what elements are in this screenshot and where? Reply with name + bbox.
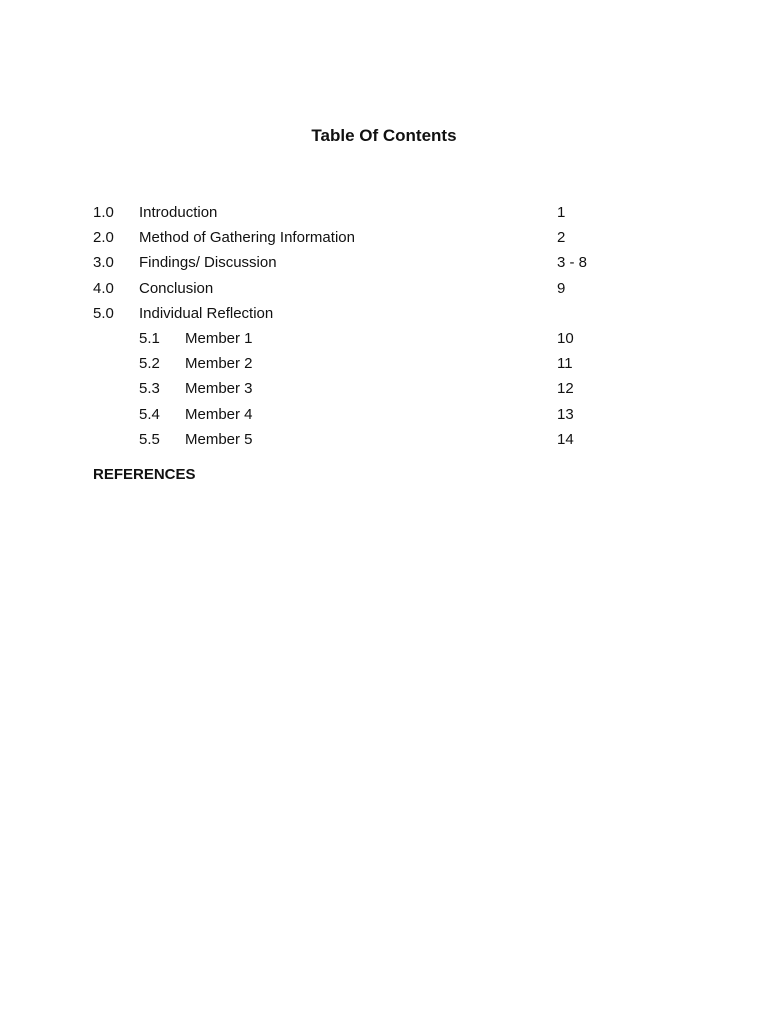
toc-entry-title: Findings/ Discussion	[139, 254, 277, 272]
toc-subentry-page: 13	[557, 405, 574, 423]
toc-entry-title: Introduction	[139, 204, 218, 221]
toc-entry-introduction	[93, 203, 633, 228]
toc-subentry-number: 5.2	[139, 355, 160, 373]
toc-subentry-title: Member 4	[185, 405, 253, 423]
toc-entry-number: 4.0	[93, 279, 114, 297]
toc-entry-page: 3 - 8	[557, 254, 588, 272]
table-of-contents	[93, 203, 633, 455]
toc-subentry-number: 5.1	[139, 329, 160, 347]
toc-subentry-member-2	[93, 354, 633, 379]
toc-entry-page: 2	[557, 229, 566, 247]
toc-subentry-title: Member 2	[185, 355, 253, 373]
toc-entry-conclusion	[93, 279, 633, 304]
toc-subentry-member-1	[93, 329, 633, 354]
toc-subentry-title: Member 1	[185, 329, 253, 347]
toc-subentry-title: Member 3	[185, 380, 253, 398]
toc-subentry-number: 5.4	[139, 405, 160, 423]
toc-subentry-page: 12	[557, 380, 574, 398]
toc-subentry-page: 11	[557, 355, 573, 373]
page-title: Table Of Contents	[311, 126, 457, 145]
toc-entry-findings	[93, 253, 633, 278]
toc-entry-individual-reflection	[93, 304, 633, 329]
toc-entry-number: 2.0	[93, 229, 114, 247]
toc-entry-page: 1	[557, 204, 566, 221]
references-heading: REFERENCES	[93, 466, 196, 483]
toc-subentry-page: 10	[557, 329, 574, 347]
toc-subentry-number: 5.5	[139, 430, 160, 448]
toc-entry-number: 1.0	[93, 204, 114, 221]
toc-subentry-page: 14	[557, 430, 574, 448]
toc-entry-number: 3.0	[93, 254, 114, 272]
toc-subentry-member-4	[93, 405, 633, 430]
toc-entry-method	[93, 228, 633, 253]
toc-subentry-title: Member 5	[185, 430, 253, 448]
toc-subentry-number: 5.3	[139, 380, 160, 398]
toc-subentry-member-3	[93, 379, 633, 404]
toc-entry-title: Conclusion	[139, 279, 214, 297]
toc-entry-title: Method of Gathering Information	[139, 229, 355, 247]
toc-subentry-member-5	[93, 430, 633, 455]
toc-entry-page: 9	[557, 279, 566, 297]
toc-entry-title: Individual Reflection	[139, 304, 274, 322]
toc-entry-number: 5.0	[93, 304, 114, 322]
